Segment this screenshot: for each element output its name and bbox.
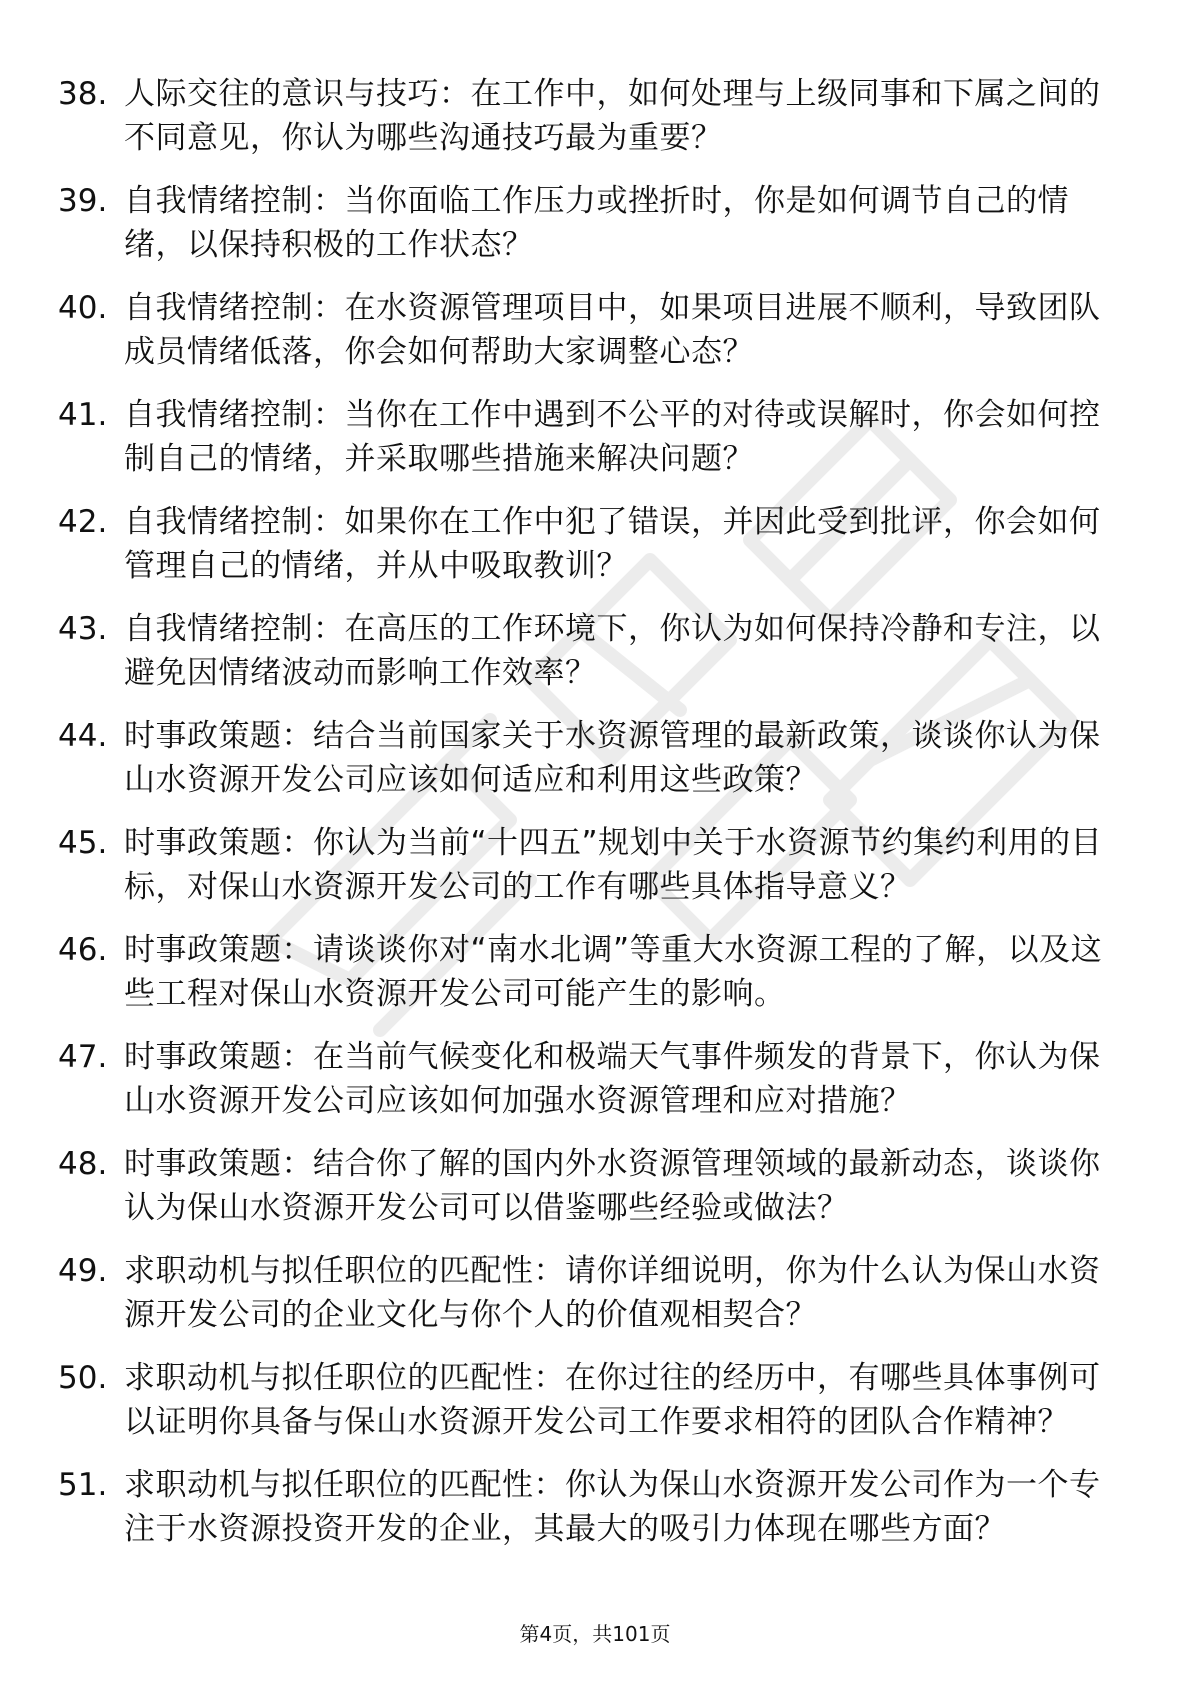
question-text: 时事政策题：结合你了解的国内外水资源管理领域的最新动态，谈谈你认为保山水资源开发公司可以借鉴哪些经验或做法？ xyxy=(124,1146,1101,1226)
question-number: 38. xyxy=(58,76,108,112)
question-list xyxy=(58,72,1108,1570)
question-item xyxy=(58,1249,1108,1337)
question-item xyxy=(58,1035,1108,1123)
question-item xyxy=(58,1356,1108,1444)
question-text: 求职动机与拟任职位的匹配性：请你详细说明，你为什么认为保山水资源开发公司的企业文化与你个人的价值观相契合？ xyxy=(124,1253,1101,1333)
question-text: 时事政策题：结合当前国家关于水资源管理的最新政策，谈谈你认为保山水资源开发公司应该如何适应和利用这些政策？ xyxy=(124,718,1101,798)
question-number: 41. xyxy=(58,397,108,433)
question-item xyxy=(58,179,1108,267)
question-item xyxy=(58,286,1108,374)
question-number: 50. xyxy=(58,1360,108,1396)
question-text: 自我情绪控制：如果你在工作中犯了错误，并因此受到批评，你会如何管理自己的情绪，并从中吸取教训？ xyxy=(124,504,1101,584)
question-item xyxy=(58,393,1108,481)
question-text: 求职动机与拟任职位的匹配性：你认为保山水资源开发公司作为一个专注于水资源投资开发的企业，其最大的吸引力体现在哪些方面？ xyxy=(124,1467,1101,1547)
question-text: 自我情绪控制：在水资源管理项目中，如果项目进展不顺利，导致团队成员情绪低落，你会如何帮助大家调整心态？ xyxy=(124,290,1101,370)
question-number: 46. xyxy=(58,932,108,968)
question-text: 时事政策题：在当前气候变化和极端天气事件频发的背景下，你认为保山水资源开发公司应该如何加强水资源管理和应对措施？ xyxy=(124,1039,1101,1119)
question-item xyxy=(58,1142,1108,1230)
question-number: 49. xyxy=(58,1253,108,1289)
question-item xyxy=(58,928,1108,1016)
question-number: 45. xyxy=(58,825,108,861)
question-text: 自我情绪控制：当你在工作中遇到不公平的对待或误解时，你会如何控制自己的情绪，并采取哪些措施来解决问题？ xyxy=(124,397,1101,477)
question-number: 39. xyxy=(58,183,108,219)
question-number: 51. xyxy=(58,1467,108,1503)
question-number: 47. xyxy=(58,1039,108,1075)
question-number: 48. xyxy=(58,1146,108,1182)
question-item xyxy=(58,821,1108,909)
question-number: 42. xyxy=(58,504,108,540)
question-item xyxy=(58,1463,1108,1551)
question-text: 自我情绪控制：当你面临工作压力或挫折时，你是如何调节自己的情绪，以保持积极的工作状态？ xyxy=(124,183,1069,263)
question-item xyxy=(58,500,1108,588)
question-item xyxy=(58,72,1108,160)
question-text: 求职动机与拟任职位的匹配性：在你过往的经历中，有哪些具体事例可以证明你具备与保山水资源开发公司工作要求相符的团队合作精神？ xyxy=(124,1360,1101,1440)
question-number: 44. xyxy=(58,718,108,754)
page-number-footer: 第4页，共101页 xyxy=(519,1622,671,1646)
question-text: 时事政策题：请谈谈你对“南水北调”等重大水资源工程的了解，以及这些工程对保山水资源开发公司可能产生的影响。 xyxy=(124,932,1103,1012)
question-text: 自我情绪控制：在高压的工作环境下，你认为如何保持冷静和专注，以避免因情绪波动而影响工作效率？ xyxy=(124,611,1101,691)
question-text: 人际交往的意识与技巧：在工作中，如何处理与上级同事和下属之间的不同意见，你认为哪些沟通技巧最为重要？ xyxy=(124,76,1101,156)
question-item xyxy=(58,607,1108,695)
question-number: 40. xyxy=(58,290,108,326)
question-number: 43. xyxy=(58,611,108,647)
question-text: 时事政策题：你认为当前“十四五”规划中关于水资源节约集约利用的目标，对保山水资源开发公司的工作有哪些具体指导意义？ xyxy=(124,825,1103,905)
question-item xyxy=(58,714,1108,802)
